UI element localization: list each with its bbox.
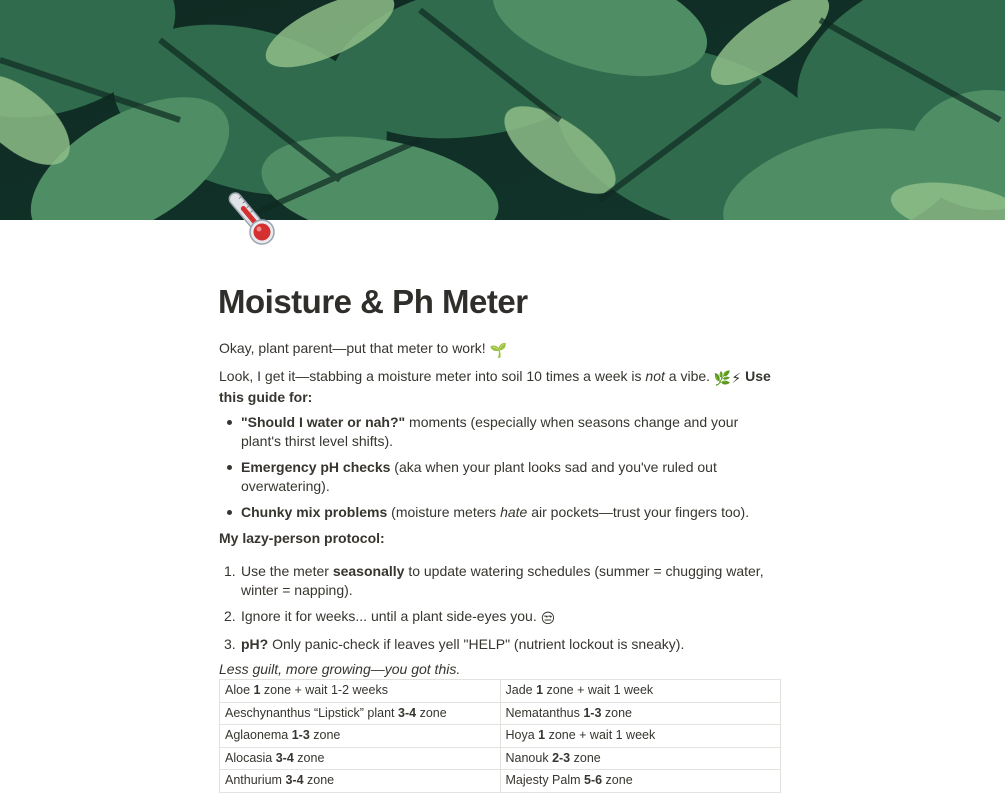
uses-list — [219, 413, 781, 522]
table-cell[interactable]: Alocasia 3-4 zone — [220, 747, 501, 770]
list-item[interactable]: Chunky mix problems (moisture meters hate air pockets—trust your fingers too). — [219, 503, 781, 522]
table-row — [220, 725, 781, 748]
monstera-leaves-illustration — [0, 0, 1005, 220]
page-content — [219, 282, 781, 693]
unamused-face-icon: 😒 — [540, 610, 556, 626]
table-cell[interactable]: Hoya 1 zone + wait 1 week — [500, 725, 781, 748]
herb-lightning-icon: 🌿⚡ — [713, 370, 742, 386]
list-item[interactable]: 2. Ignore it for weeks... until a plant side-eyes you. 😒 — [224, 608, 556, 626]
table-cell[interactable]: Majesty Palm 5-6 zone — [500, 770, 781, 793]
protocol-heading[interactable]: My lazy-person protocol: — [219, 530, 385, 546]
table-cell[interactable]: Nematanthus 1-3 zone — [500, 702, 781, 725]
table-row — [220, 747, 781, 770]
table-cell[interactable]: Jade 1 zone + wait 1 week — [500, 680, 781, 703]
list-item[interactable]: 3. pH? Only panic-check if leaves yell "HELP" (nutrient lockout is sneaky). — [224, 636, 685, 652]
table-cell[interactable]: Aloe 1 zone + wait 1-2 weeks — [220, 680, 501, 703]
list-item[interactable]: Emergency pH checks (aka when your plant looks sad and you've ruled out overwatering). — [219, 458, 781, 496]
table-row — [220, 680, 781, 703]
cover-image — [0, 0, 1005, 220]
intro-line-1[interactable]: Okay, plant parent—put that meter to work! 🌱 — [219, 340, 507, 358]
intro-line-2[interactable]: Look, I get it—stabbing a moisture meter into soil 10 times a week is not a vibe. 🌿⚡ Use this guide for: — [219, 368, 771, 405]
list-item[interactable]: 1. Use the meter seasonally to update watering schedules (summer = chugging water, winter = napping). — [224, 563, 764, 598]
table-cell[interactable]: Aeschynanthus “Lipstick” plant 3-4 zone — [220, 702, 501, 725]
seedling-icon: 🌱 — [489, 342, 507, 358]
page-title[interactable]: Moisture & Ph Meter — [218, 283, 528, 320]
closing-line[interactable]: Less guilt, more growing—you got this. — [219, 661, 461, 677]
table-cell[interactable]: Aglaonema 1-3 zone — [220, 725, 501, 748]
protocol-steps — [219, 562, 781, 654]
list-item[interactable]: "Should I water or nah?" moments (especially when seasons change and your plant's thirst level shifts). — [219, 413, 781, 451]
table-cell[interactable]: Nanouk 2-3 zone — [500, 747, 781, 770]
table-row — [220, 770, 781, 793]
table-row — [220, 702, 781, 725]
watering-zone-table — [219, 679, 781, 793]
table-cell[interactable]: Anthurium 3-4 zone — [220, 770, 501, 793]
thermometer-icon[interactable] — [218, 186, 282, 250]
